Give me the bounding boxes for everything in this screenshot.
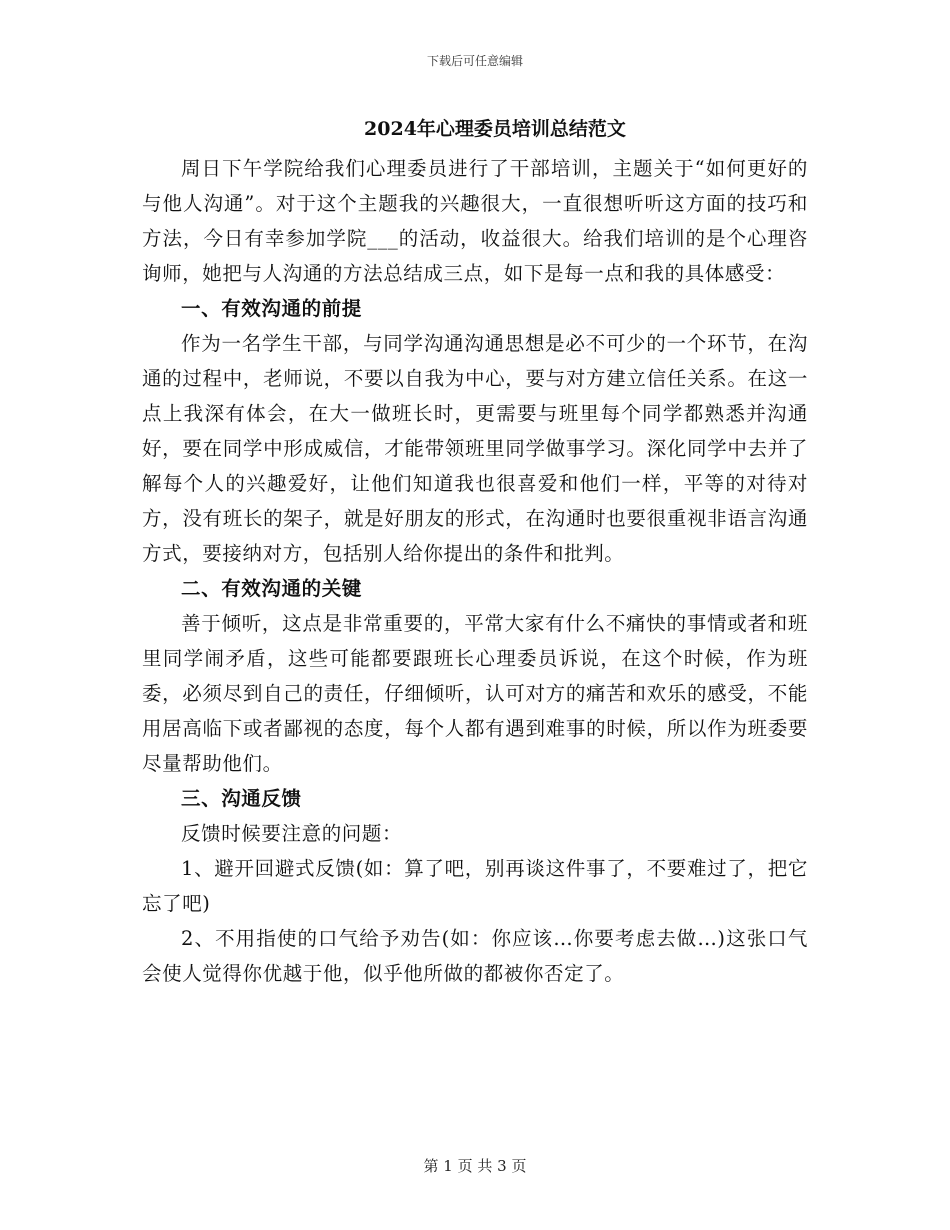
- section-paragraph-key: 善于倾听，这点是非常重要的，平常大家有什么不痛快的事情或者和班里同学闹矛盾，这些可能都要跟班长心理委员诉说，在这个时候，作为班委，必须尽到自己的责任，仔细倾听，认可对方的痛苦和欢乐的感受，不能用居高临下或者鄙视的态度，每个人都有遇到难事的时候，所以作为班委要尽量帮助他们。: [142, 612, 808, 775]
- page-header-note: 下载后可任意编辑: [426, 54, 523, 68]
- section-heading-feedback: 三、沟通反馈: [181, 787, 302, 810]
- section-heading-premise: 一、有效沟通的前提: [181, 297, 362, 320]
- feedback-item-1: 1、避开回避式反馈(如：算了吧，别再谈这件事了，不要难过了，把它忘了吧): [142, 857, 808, 915]
- intro-paragraph: 周日下午学院给我们心理委员进行了干部培训，主题关于“如何更好的与他人沟通”。对于这个主题我的兴趣很大，一直很想听听这方面的技巧和方法，今日有幸参加学院___的活动，收益很大。给我们培训的是个心理咨询师，她把与人沟通的方法总结成三点，如下是每一点和我的具体感受：: [142, 157, 808, 285]
- section-paragraph-premise: 作为一名学生干部，与同学沟通沟通思想是必不可少的一个环节，在沟通的过程中，老师说，不要以自我为中心，要与对方建立信任关系。在这一点上我深有体会，在大一做班长时，更需要与班里每个同学都熟悉并沟通好，要在同学中形成威信，才能带领班里同学做事学习。深化同学中去并了解每个人的兴趣爱好，让他们知道我也很喜爱和他们一样，平等的对待对方，没有班长的架子，就是好朋友的形式，在沟通时也要很重视非语言沟通方式，要接纳对方，包括别人给你提出的条件和批判。: [142, 332, 808, 565]
- feedback-item-2: 2、不用指使的口气给予劝告(如：你应该…你要考虑去做…)这张口气会使人觉得你优越于他，似乎他所做的都被你否定了。: [142, 927, 808, 985]
- feedback-lead-paragraph: 反馈时候要注意的问题：: [181, 822, 403, 845]
- page-number-footer: 第 1 页 共 3 页: [423, 1157, 527, 1175]
- section-heading-key: 二、有效沟通的关键: [181, 577, 362, 600]
- document-body: [142, 151, 808, 991]
- document-title: 2024年心理委员培训总结范文: [364, 118, 626, 140]
